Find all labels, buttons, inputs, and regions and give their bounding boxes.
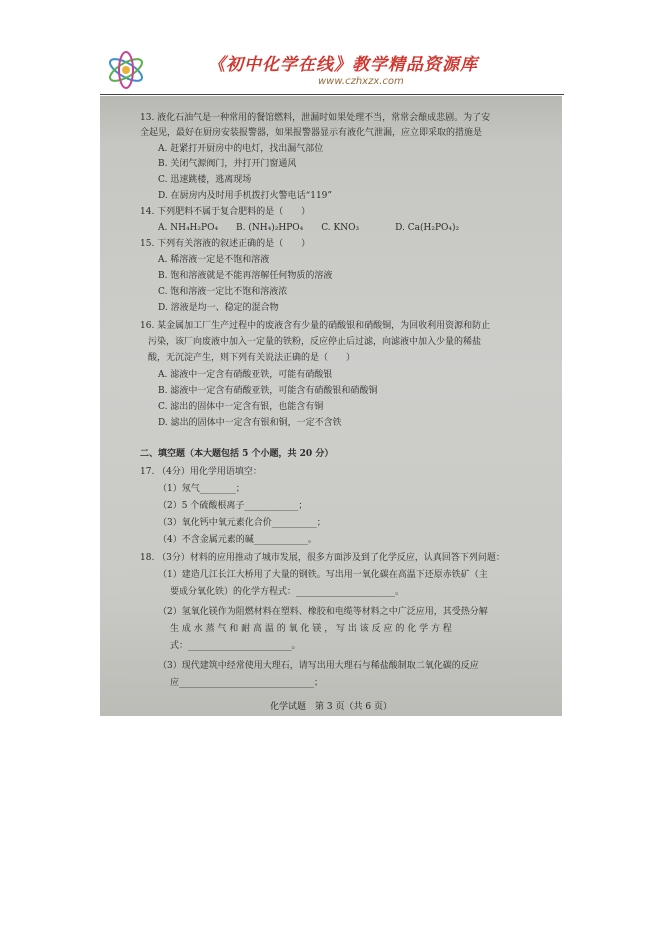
q16-option-a: A. 滤液中一定含有硝酸亚铁，可能有硝酸银 — [158, 370, 333, 380]
q15-option-a: A. 稀溶液一定是不饱和溶液 — [158, 255, 270, 265]
section-2-heading: 二、填空题（本大题包括 5 个小题，共 20 分） — [140, 449, 334, 459]
q15-stem: 15. 下列有关溶液的叙述正确的是（ ） — [140, 239, 311, 249]
q13-option-b: B. 关闭气源阀门，并打开门窗通风 — [158, 159, 297, 169]
q14-options: A. NH₄H₂PO₄ B. (NH₄)₂HPO₄ C. KNO₃ D. Ca(H₂PO₄)₂ — [158, 223, 460, 233]
q17-item-3: （3）氧化钙中氧元素化合价__________； — [158, 518, 326, 528]
q17-item-2: （2）5 个硫酸根离子____________； — [158, 501, 308, 511]
q16-option-b: B. 滤液中一定含有硝酸亚铁，可能含有硝酸银和硝酸铜 — [158, 386, 378, 396]
q18-part-1-line-1: （1）建造几江长江大桥用了大量的钢铁。写出用一氧化碳在高温下还原赤铁矿（主 — [158, 570, 488, 580]
q15-option-b: B. 饱和溶液就是不能再溶解任何物质的溶液 — [158, 271, 333, 281]
q18-part-1-line-2: 要成分氧化铁）的化学方程式：______________________。 — [170, 587, 405, 597]
q18-part-2-line-2: 生 成 水 蒸 气 和 耐 高 温 的 氧 化 镁 ， 写 出 该 反 应 的 化 学 方 程 — [170, 624, 452, 634]
q18-part-2-line-1: （2）氢氧化镁作为阻燃材料在塑料、橡胶和电缆等材料之中广泛应用，其受热分解 — [158, 607, 488, 617]
banner-url[interactable]: www.czhxzx.com — [318, 76, 404, 87]
q15-option-d: D. 溶液是均一、稳定的混合物 — [158, 303, 279, 313]
q13-option-a: A. 赶紧打开厨房中的电灯，找出漏气部位 — [158, 144, 324, 154]
q13-option-c: C. 迅速跳楼，逃离现场 — [158, 175, 252, 185]
q18-part-3-line-2: 应______________________________； — [170, 678, 324, 688]
q17-stem: 17. （4分）用化学用语填空： — [140, 467, 262, 477]
q15-option-c: C. 饱和溶液一定比不饱和溶液浓 — [158, 287, 288, 297]
q18-stem: 18. （3分）材料的应用推动了城市发展，很多方面涉及到了化学反应，认真回答下列问题： — [140, 553, 505, 563]
q17-item-1: （1）氖气________； — [158, 484, 245, 494]
q16-option-d: D. 滤出的固体中一定含有银和铜，一定不含铁 — [158, 418, 342, 428]
q13-line-1: 13. 液化石油气是一种常用的餐馆燃料，泄漏时如果处理不当，常常会酿成悲剧。为了安 — [140, 113, 491, 123]
atom-logo-icon — [104, 49, 148, 91]
q13-line-2: 全起见，最好在厨房安装报警器，如果报警器显示有液化气泄漏，应立即采取的措施是 — [140, 128, 483, 138]
q16-line-2: 污染，该厂向废液中加入一定量的铁粉，反应停止后过滤，向滤液中加入少量的稀盐 — [148, 337, 482, 347]
header-rule — [100, 94, 564, 95]
q14-stem: 14. 下列肥料不属于复合肥料的是（ ） — [140, 207, 311, 217]
site-banner — [100, 46, 562, 94]
q18-part-3-line-1: （3）现代建筑中经常使用大理石，请写出用大理石与稀盐酸制取二氧化碳的反应 — [158, 661, 479, 671]
q16-line-1: 16. 某金属加工厂生产过程中的废液含有少量的硝酸银和硝酸铜，为回收利用资源和防止 — [140, 321, 491, 331]
q18-part-2-line-3: 式：_______________________。 — [170, 641, 301, 651]
q16-option-c: C. 滤出的固体中一定含有银，也能含有铜 — [158, 402, 324, 412]
banner-title: 《初中化学在线》教学精品资源库 — [208, 55, 478, 75]
q16-line-3: 酸，无沉淀产生，则下列有关说法正确的是（ ） — [148, 353, 356, 363]
page-footer: 化学试题 第 3 页（共 6 页） — [270, 702, 392, 712]
q13-option-d: D. 在厨房内及时用手机拨打火警电话“119” — [158, 191, 332, 201]
q17-item-4: （4）不含金属元素的碱____________。 — [158, 535, 317, 545]
exam-page-photo — [100, 96, 562, 716]
